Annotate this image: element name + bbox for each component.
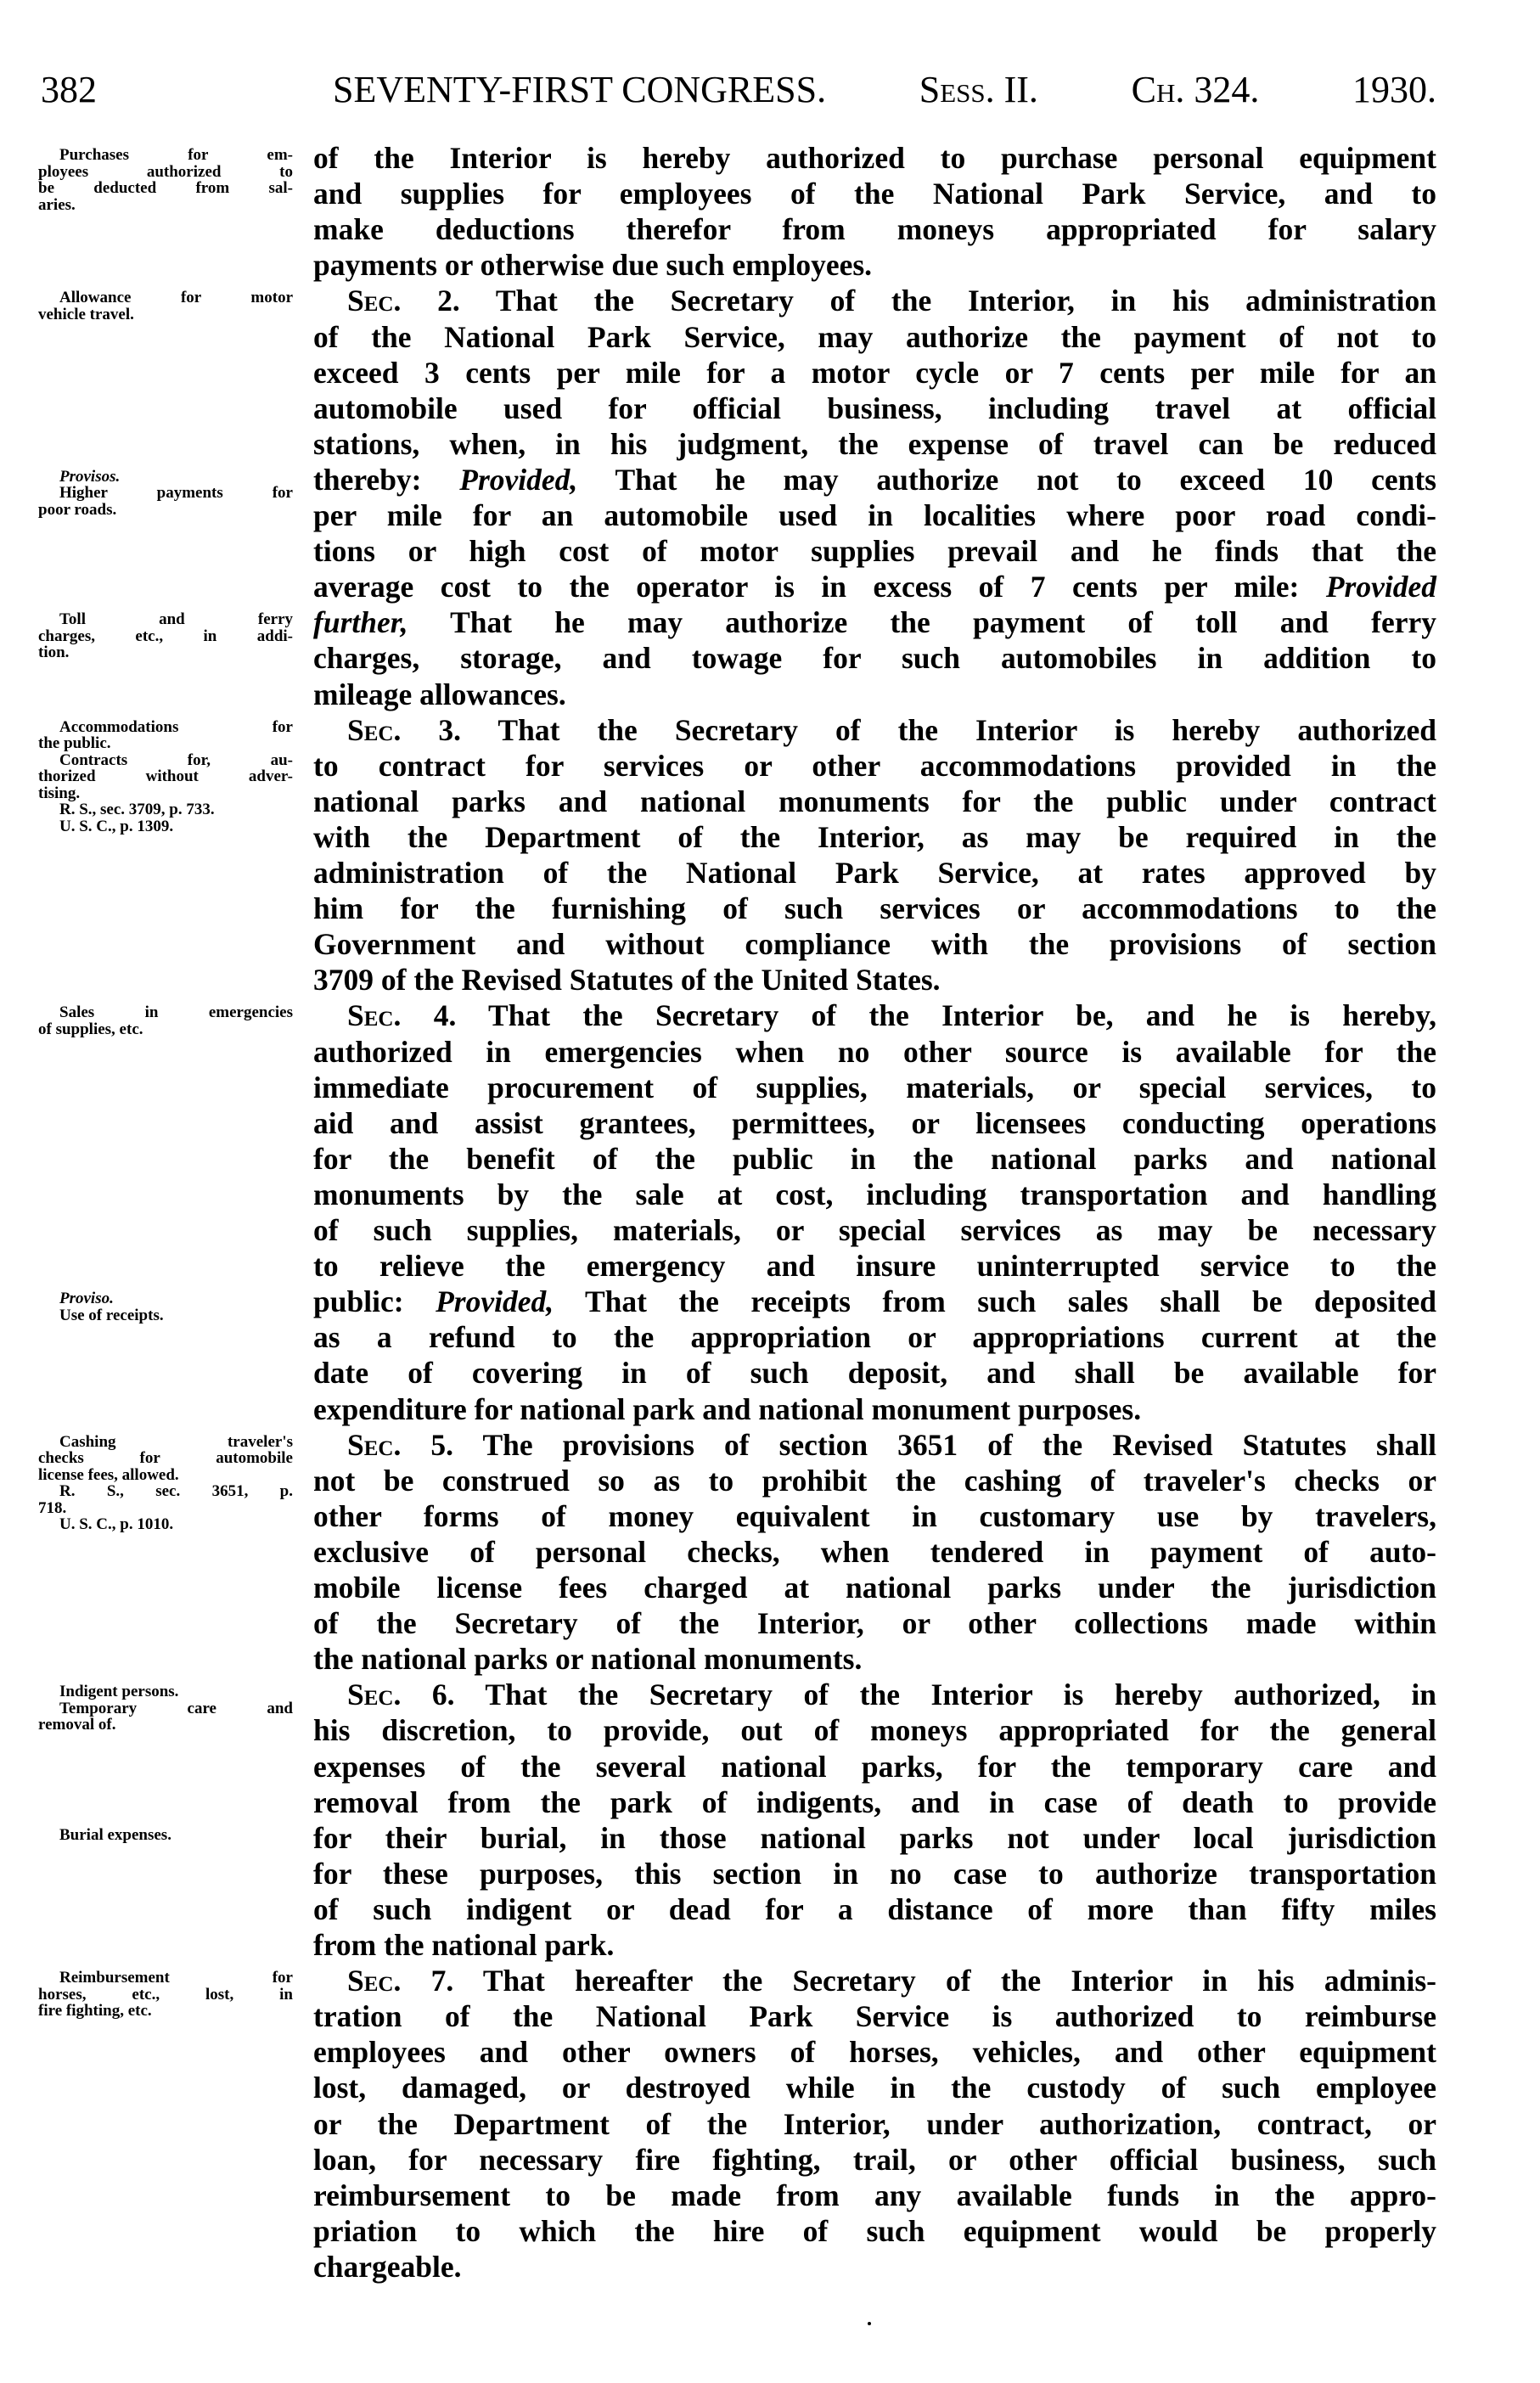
text-line [313,2070,1436,2105]
text-segment: tration of the National Park Service is authorized to reimburse [313,1999,1436,2034]
text-segment: of the Secretary of the Interior, or other collections made within [313,1606,1436,1641]
section-label: Sec. [347,712,402,747]
margin-note-line: be deducted from sal- [38,179,293,197]
section-label: Sec. [347,284,402,318]
text-segment: of such supplies, materials, or special services as may be necessary [313,1213,1436,1247]
text-segment: administration of the National Park Service, at rates approved by [313,856,1436,890]
text-segment: monuments by the sale at cost, including transportation and handling [313,1177,1436,1211]
text-segment: other forms of money equivalent in customary use by travelers, [313,1498,1436,1533]
text-line [313,998,1436,1033]
margin-note-line: tion. [38,644,70,662]
running-head [333,66,1436,114]
margin-note-line: U. S. C., p. 1309. [59,817,174,835]
margin-note-line: horses, etc., lost, in [38,1985,293,2004]
text-segment: That he may authorize the payment of toll and ferry [407,605,1436,640]
text-segment: exclusive of personal checks, when tendered in payment of auto- [313,1534,1436,1569]
text-line [313,1391,1436,1427]
text-segment: and supplies for employees of the National Park Service, and to [313,177,1436,211]
text-segment: him for the furnishing of such services or accommodations to the [313,891,1436,926]
text-line [313,1712,1436,1748]
text-line [313,1641,1436,1677]
margin-note-line: charges, etc., in addi- [38,627,293,645]
text-line [313,1177,1436,1212]
text-line [313,891,1436,926]
margin-note-line: Higher payments for [59,484,293,503]
text-segment: from the national park. [313,1928,615,1962]
text-line [313,604,1436,640]
margin-note-line: Toll and ferry [59,610,293,629]
page-number: 382 [41,69,97,110]
margin-note-line: Provisos. [59,467,121,486]
text-segment: or the Department of the Interior, under authorization, contract, or [313,2106,1436,2141]
text-line [313,1248,1436,1284]
text-segment: to relieve the emergency and insure uninterrupted service to the [313,1249,1436,1284]
text-line [313,677,1436,712]
text-segment: tions or high cost of motor supplies prevail and he finds that the [313,534,1436,569]
running-head-congress: SEVENTY-FIRST CONGRESS. [333,69,827,110]
text-line [313,319,1436,355]
text-segment: removal from the park of indigents, and in case of death to provide [313,1784,1436,1819]
margin-note-line: 718. [38,1498,67,1517]
margin-note-line: R. S., sec. 3651, p. [59,1482,293,1501]
text-line [313,247,1436,283]
text-line [313,1927,1436,1963]
section-label: Sec. [347,998,402,1033]
text-segment: 4. That the Secretary of the Interior be, and he is hereby, [401,998,1436,1033]
margin-note-line: Purchases for em- [59,146,293,164]
section-label: Sec. [347,1964,402,1998]
text-segment: 6. That the Secretary of the Interior is hereby authorized, in [401,1678,1436,1712]
text-segment: national parks and national monuments for the public under contract [313,784,1436,818]
text-segment: for their burial, in those national parks not under local jurisdiction [313,1820,1436,1855]
text-line [313,1141,1436,1177]
text-line [313,1820,1436,1856]
text-segment: for these purposes, this section in no case to authorize transportation [313,1856,1436,1891]
margin-note-line: fire fighting, etc. [38,2002,152,2020]
text-segment: priation to which the hire of such equipment would be properly [313,2213,1436,2248]
text-segment: his discretion, to provide, out of moneys appropriated for the general [313,1713,1436,1748]
running-head-year: 1930. [1352,69,1436,110]
margin-note-line: ployees authorized to [38,162,293,181]
text-line [313,1891,1436,1927]
text-line [313,1498,1436,1534]
text-line [313,462,1436,497]
text-line [313,211,1436,247]
italic-segment: Provided, [459,462,578,497]
text-line [313,1963,1436,1998]
text-line [313,1034,1436,1070]
margin-note-line: Cashing traveler's [59,1432,293,1451]
text-segment: chargeable. [313,2249,462,2284]
margin-note-line: checks for automobile [38,1449,293,1468]
text-segment: authorized in emergencies when no other source is available for the [313,1034,1436,1069]
text-line [313,1284,1436,1319]
text-segment: date of covering in of such deposit, and shall be available for [313,1356,1436,1391]
text-segment: expenses of the several national parks, for the temporary care and [313,1749,1436,1784]
text-line [313,712,1436,748]
text-line [313,426,1436,462]
text-segment: 3. That the Secretary of the Interior is hereby authorized [401,712,1436,747]
text-line [313,2213,1436,2249]
text-segment: for the benefit of the public in the national parks and national [313,1141,1436,1176]
margin-note-line: Use of receipts. [59,1306,164,1324]
text-line [313,1856,1436,1891]
margin-note-line: U. S. C., p. 1010. [59,1515,174,1534]
text-segment: of such indigent or dead for a distance of more than fifty miles [313,1891,1436,1926]
text-segment: automobile used for official business, including travel at official [313,391,1436,425]
text-line [313,1749,1436,1784]
text-line [313,355,1436,391]
text-segment: to contract for services or other accommodations provided in the [313,748,1436,783]
text-line [313,2249,1436,2285]
margin-note-line: Indigent persons. [59,1683,179,1701]
italic-segment: further, [313,605,408,640]
margin-note-line: Accommodations for [59,717,293,736]
text-line [313,1105,1436,1141]
text-segment: public: [313,1284,436,1319]
text-segment: not be construed so as to prohibit the cashing of traveler's checks or [313,1463,1436,1498]
text-segment: mileage allowances. [313,677,566,711]
text-line [313,1677,1436,1712]
text-segment: That the receipts from such sales shall be deposited [554,1284,1436,1319]
text-line [313,1463,1436,1498]
margin-note-line: Allowance for motor [59,289,293,307]
text-line [313,1212,1436,1248]
text-line [313,855,1436,891]
text-line [313,1534,1436,1570]
text-line [313,2106,1436,2142]
running-head-session: Sess. II. [919,69,1038,110]
margin-note-line: removal of. [38,1716,116,1734]
text-segment: with the Department of the Interior, as may be required in the [313,819,1436,854]
text-segment: expenditure for national park and national monument purposes. [313,1391,1142,1426]
text-line [313,533,1436,569]
section-label: Sec. [347,1678,402,1712]
text-segment: payments or otherwise due such employees. [313,248,873,283]
text-segment: Government and without compliance with the provisions of section [313,927,1436,962]
text-line [313,1570,1436,1605]
margin-note-line: tising. [38,784,81,802]
text-segment: 3709 of the Revised Statutes of the United States. [313,963,941,998]
text-line [313,569,1436,604]
margin-note-line: Contracts for, au- [59,750,293,769]
text-line [313,748,1436,784]
text-segment: charges, storage, and towage for such automobiles in addition to [313,641,1436,676]
text-segment: thereby: [313,462,460,497]
text-segment: That he may authorize not to exceed 10 cents [577,462,1436,497]
margin-note-line: Sales in emergencies [59,1003,293,1022]
text-line [313,926,1436,962]
text-line [313,784,1436,819]
text-segment: 5. The provisions of section 3651 of the Revised Statutes shall [401,1427,1436,1462]
italic-segment: Provided [1325,570,1436,604]
text-line [313,2142,1436,2178]
section-label: Sec. [347,1427,402,1462]
margin-note-line: poor roads. [38,500,117,519]
text-line [313,1427,1436,1463]
text-segment: make deductions therefor from moneys appropriated for salary [313,212,1436,247]
margin-note-line: vehicle travel. [38,305,134,323]
text-line [313,2178,1436,2213]
margin-note-line: thorized without adver- [38,767,293,786]
text-segment: employees and other owners of horses, vehicles, and other equipment [313,2035,1436,2070]
text-line [313,140,1436,176]
text-segment: reimbursement to be made from any available funds in the appro- [313,2178,1436,2212]
text-line [313,640,1436,676]
text-segment: as a refund to the appropriation or appropriations current at the [313,1320,1436,1355]
text-segment: lost, damaged, or destroyed while in the custody of such employee [313,2071,1436,2105]
text-line [313,391,1436,426]
margin-note-line: Proviso. [59,1290,114,1308]
text-segment: per mile for an automobile used in localities where poor road condi- [313,498,1436,532]
text-segment: average cost to the operator is in excess of 7 cents per mile: [313,570,1326,604]
text-line [313,1605,1436,1641]
margin-note-line: Reimbursement for [59,1969,293,1987]
text-segment: 7. That hereafter the Secretary of the Interior in his adminis- [401,1964,1436,1998]
text-line [313,962,1436,998]
text-segment: loan, for necessary fire fighting, trail, or other official business, such [313,2142,1436,2177]
margin-note-line: license fees, allowed. [38,1465,179,1484]
italic-segment: Provided, [436,1284,554,1319]
text-line [313,1784,1436,1820]
margin-note-line: Burial expenses. [59,1825,171,1844]
text-segment: of the National Park Service, may authorize the payment of not to [313,319,1436,354]
text-segment: immediate procurement of supplies, materials, or special services, to [313,1070,1436,1104]
text-segment: the national parks or national monuments. [313,1642,863,1677]
text-segment: aid and assist grantees, permittees, or licensees conducting operations [313,1105,1436,1140]
text-line [313,1070,1436,1105]
text-line [313,497,1436,533]
text-segment: stations, when, in his judgment, the expense of travel can be reduced [313,426,1436,461]
text-segment: exceed 3 cents per mile for a motor cycle or 7 cents per mile for an [313,355,1436,390]
text-line [313,1998,1436,2034]
margin-note-line: Temporary care and [59,1699,293,1717]
margin-note-line: aries. [38,195,76,214]
text-segment: mobile license fees charged at national parks under the jurisdiction [313,1571,1436,1605]
text-line [313,2034,1436,2070]
text-line [313,1319,1436,1355]
text-segment: 2. That the Secretary of the Interior, in his administration [401,284,1436,318]
text-line [313,283,1436,318]
text-segment: of the Interior is hereby authorized to purchase personal equipment [313,141,1436,175]
printer-mark [868,2322,871,2325]
text-line [313,819,1436,855]
margin-note-line: of supplies, etc. [38,1020,143,1038]
margin-note-line: R. S., sec. 3709, p. 733. [59,801,215,819]
running-head-chapter: Ch. 324. [1131,69,1260,110]
text-line [313,1355,1436,1391]
text-line [313,176,1436,211]
margin-note-line: the public. [38,734,111,753]
